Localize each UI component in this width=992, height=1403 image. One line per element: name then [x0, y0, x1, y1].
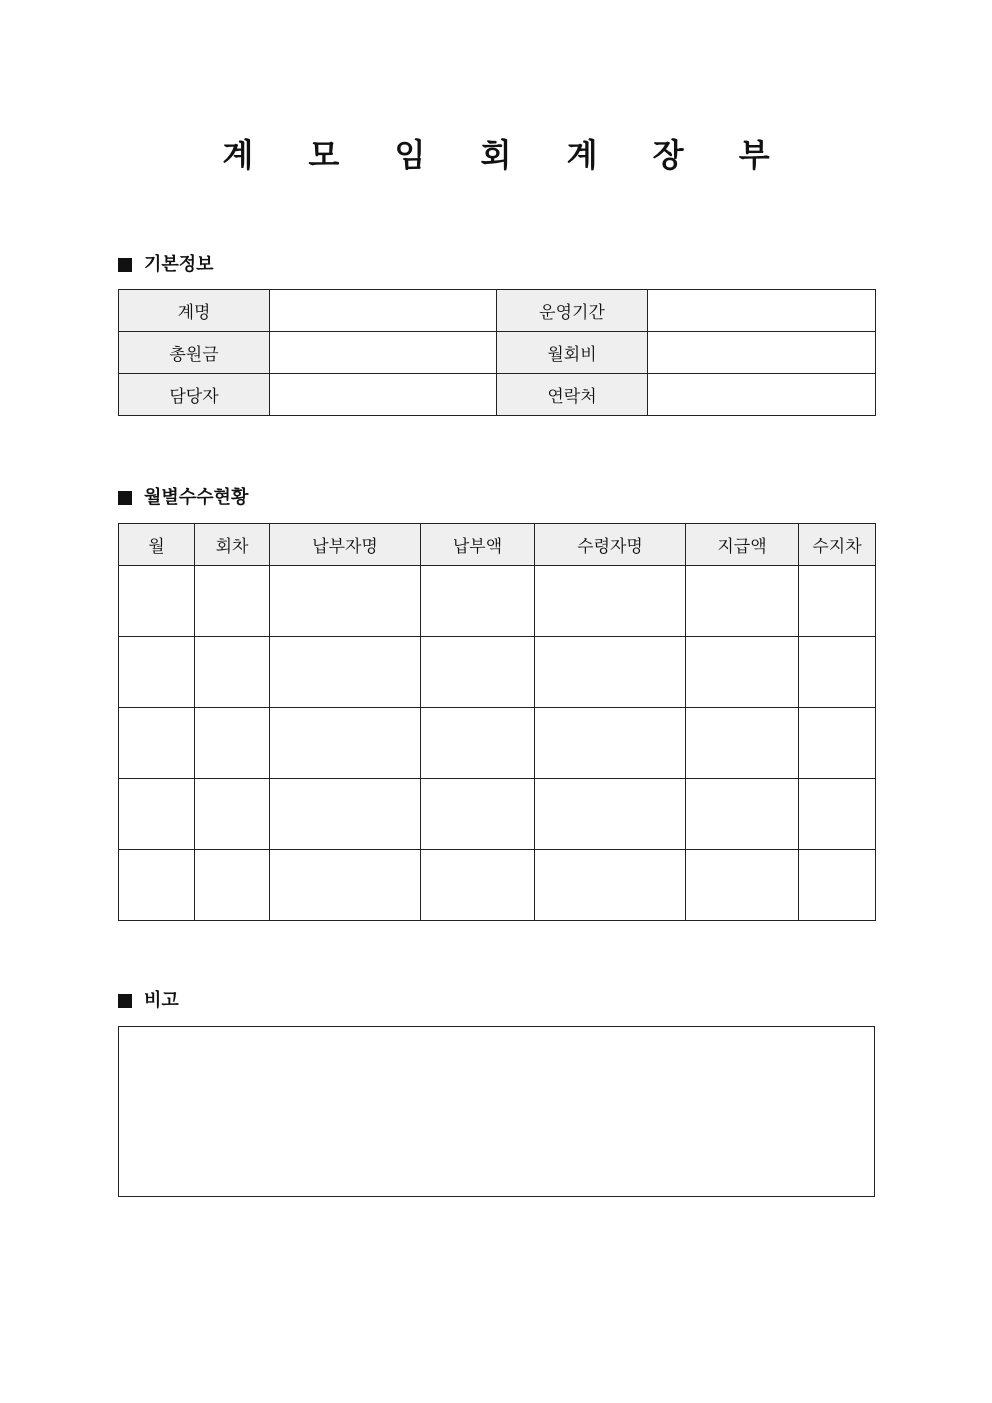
table-row: [119, 850, 876, 921]
table-cell[interactable]: [119, 850, 195, 921]
monthly-table: [118, 523, 876, 921]
table-cell[interactable]: [799, 779, 876, 850]
table-cell[interactable]: [799, 708, 876, 779]
column-header-month: 월: [119, 524, 195, 566]
table-cell[interactable]: [119, 779, 195, 850]
label-monthly-fee: 월회비: [497, 332, 648, 374]
table-cell[interactable]: [799, 566, 876, 637]
table-cell[interactable]: [195, 779, 270, 850]
label-total-principal: 총원금: [119, 332, 270, 374]
column-header-payer-name: 납부자명: [270, 524, 421, 566]
table-cell[interactable]: [195, 708, 270, 779]
section-heading-basic-info: [118, 253, 214, 277]
table-cell[interactable]: [421, 850, 535, 921]
table-cell[interactable]: [421, 779, 535, 850]
column-header-payout-amount: 지급액: [686, 524, 799, 566]
table-cell[interactable]: [535, 566, 686, 637]
column-header-payment-amount: 납부액: [421, 524, 535, 566]
table-cell[interactable]: [686, 779, 799, 850]
table-row: [119, 708, 876, 779]
square-bullet-icon: [118, 258, 132, 272]
section-heading-remarks: [118, 989, 179, 1013]
label-group-name: 계명: [119, 290, 270, 332]
table-cell[interactable]: [421, 708, 535, 779]
square-bullet-icon: [118, 491, 132, 505]
table-cell[interactable]: [270, 637, 421, 708]
table-cell[interactable]: [119, 566, 195, 637]
label-contact: 연락처: [497, 374, 648, 416]
section-heading-monthly: [118, 486, 248, 510]
table-cell[interactable]: [270, 566, 421, 637]
table-cell[interactable]: [535, 779, 686, 850]
table-cell[interactable]: [686, 850, 799, 921]
section-heading-label: 비고: [144, 990, 179, 1011]
table-cell[interactable]: [421, 566, 535, 637]
table-row: [119, 332, 876, 374]
table-cell[interactable]: [686, 637, 799, 708]
basic-info-table: [118, 289, 876, 416]
table-cell[interactable]: [270, 779, 421, 850]
field-manager[interactable]: [270, 374, 497, 416]
field-contact[interactable]: [648, 374, 876, 416]
table-row: [119, 374, 876, 416]
table-cell[interactable]: [799, 850, 876, 921]
table-cell[interactable]: [270, 850, 421, 921]
table-row: [119, 779, 876, 850]
remarks-box[interactable]: [118, 1026, 875, 1197]
section-heading-label: 월별수수현황: [144, 487, 249, 508]
table-cell[interactable]: [195, 637, 270, 708]
square-bullet-icon: [118, 994, 132, 1008]
table-cell[interactable]: [686, 708, 799, 779]
label-manager: 담당자: [119, 374, 270, 416]
table-cell[interactable]: [270, 708, 421, 779]
field-operation-period[interactable]: [648, 290, 876, 332]
label-operation-period: 운영기간: [497, 290, 648, 332]
table-cell[interactable]: [535, 850, 686, 921]
table-cell[interactable]: [195, 850, 270, 921]
table-cell[interactable]: [119, 637, 195, 708]
table-cell[interactable]: [195, 566, 270, 637]
table-row: [119, 290, 876, 332]
field-group-name[interactable]: [270, 290, 497, 332]
document-title: 계 모 임 회 계 장 부: [222, 136, 792, 174]
table-row: [119, 566, 876, 637]
column-header-round: 회차: [195, 524, 270, 566]
field-total-principal[interactable]: [270, 332, 497, 374]
table-cell[interactable]: [799, 637, 876, 708]
table-cell[interactable]: [421, 637, 535, 708]
table-cell[interactable]: [686, 566, 799, 637]
field-monthly-fee[interactable]: [648, 332, 876, 374]
table-row: [119, 637, 876, 708]
section-heading-label: 기본정보: [144, 254, 214, 275]
table-cell[interactable]: [535, 637, 686, 708]
column-header-balance: 수지차: [799, 524, 876, 566]
table-cell[interactable]: [119, 708, 195, 779]
table-cell[interactable]: [535, 708, 686, 779]
column-header-recipient-name: 수령자명: [535, 524, 686, 566]
table-header-row: [119, 524, 876, 566]
